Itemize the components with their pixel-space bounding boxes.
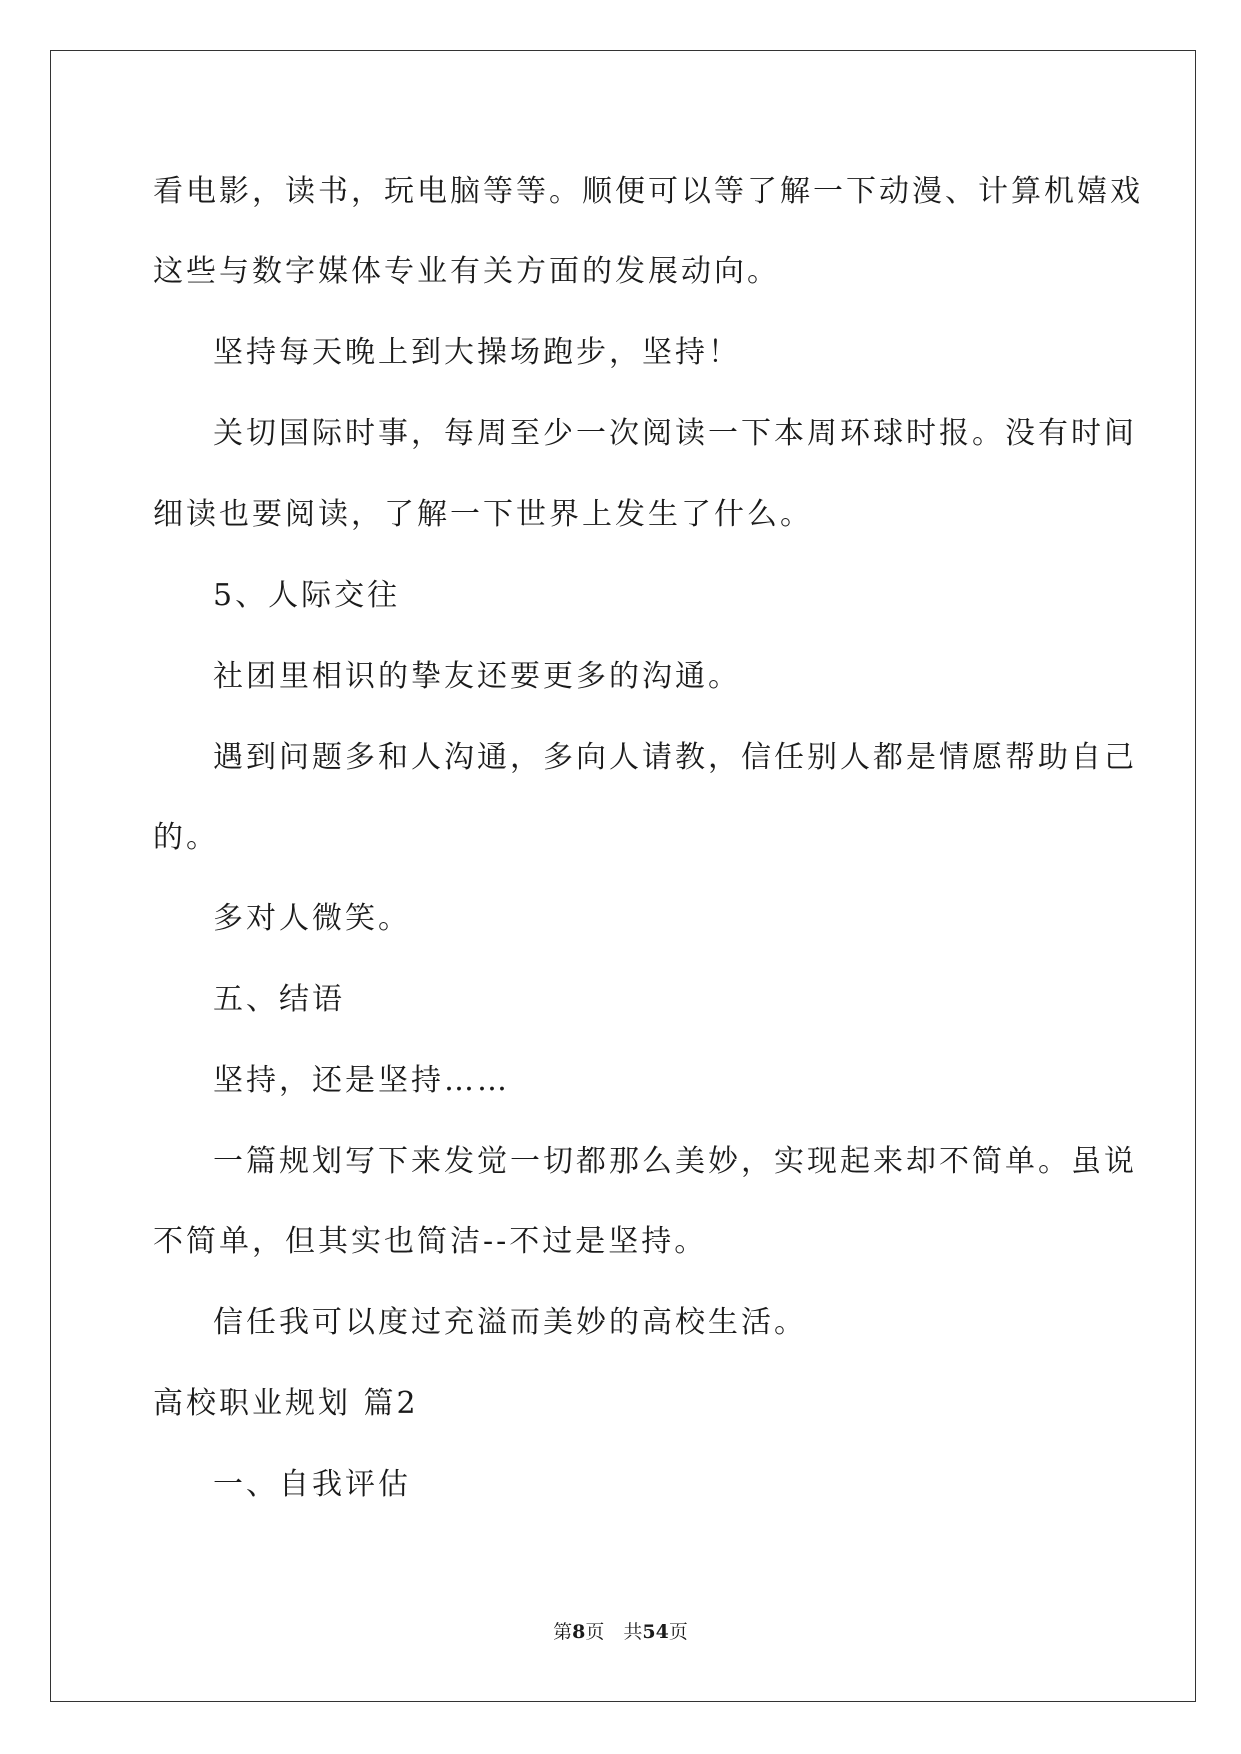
article-title: 高校职业规划 篇2 bbox=[153, 1386, 419, 1421]
text-line: 一篇规划写下来发觉一切都那么美妙，实现起来却不简单。虽说 bbox=[213, 1144, 1137, 1179]
text-line: 社团里相识的挚友还要更多的沟通。 bbox=[213, 659, 741, 694]
page-number: 8 bbox=[572, 1621, 586, 1643]
text-line: 这些与数字媒体专业有关方面的发展动向。 bbox=[153, 254, 780, 289]
text-line: 信任我可以度过充溢而美妙的高校生活。 bbox=[213, 1305, 807, 1340]
text-line: 不简单，但其实也简洁--不过是坚持。 bbox=[153, 1224, 708, 1259]
page-border bbox=[50, 50, 1196, 1702]
text-line: 的。 bbox=[153, 820, 219, 855]
footer-mid: 页 共 bbox=[585, 1621, 643, 1643]
footer-suffix: 页 bbox=[668, 1621, 688, 1643]
text-line: 关切国际时事，每周至少一次阅读一下本周环球时报。没有时间 bbox=[213, 416, 1137, 451]
text-line: 多对人微笑。 bbox=[213, 901, 411, 936]
footer-prefix: 第 bbox=[553, 1621, 573, 1643]
text-line: 遇到问题多和人沟通，多向人请教，信任别人都是情愿帮助自己 bbox=[213, 740, 1137, 775]
page-footer bbox=[0, 1620, 1241, 1644]
text-line: 坚持，还是坚持…… bbox=[213, 1063, 510, 1098]
section-heading: 5、人际交往 bbox=[213, 578, 401, 613]
total-pages: 54 bbox=[642, 1621, 669, 1643]
text-line: 看电影，读书，玩电脑等等。顺便可以等了解一下动漫、计算机嬉戏 bbox=[153, 174, 1143, 209]
section-heading: 一、自我评估 bbox=[213, 1467, 411, 1502]
text-line: 细读也要阅读，了解一下世界上发生了什么。 bbox=[153, 497, 813, 532]
text-line: 坚持每天晚上到大操场跑步，坚持！ bbox=[213, 335, 741, 370]
section-heading: 五、结语 bbox=[213, 982, 345, 1017]
